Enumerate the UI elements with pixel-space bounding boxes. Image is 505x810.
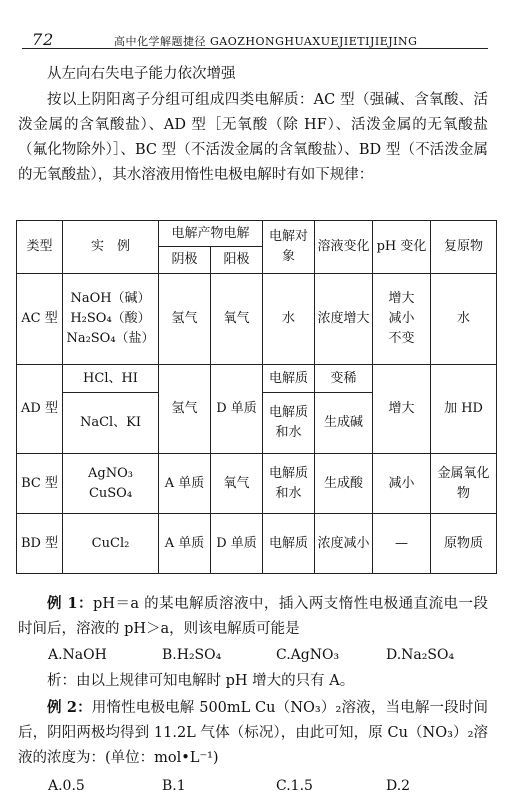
header-restore: 复原物 [431,221,497,274]
example-1-option-b: B.H₂SO₄ [162,647,222,663]
example-2-option-d: D.2 [386,778,411,794]
cell-restore: 原物质 [431,514,497,574]
header-anode: 阳极 [211,247,263,274]
cell-solution: 生成酸 [315,454,373,514]
ph-line: 不变 [388,331,415,346]
table-header-row [17,221,497,247]
example-line: CuSO₄ [88,485,133,501]
header-products: 电解产物电解 [159,221,263,247]
cell-type: BC 型 [17,454,63,514]
cell-type: AD 型 [17,365,63,454]
cell-example [63,274,159,365]
cell-target: 电解质和水 [263,393,315,454]
cell-cathode: A 单质 [159,514,211,574]
cell-restore: 水 [431,274,497,365]
cell-type: BD 型 [17,514,63,574]
example-2-option-b: B.1 [162,778,186,794]
header-cathode: 阴极 [159,247,211,274]
cell-solution: 生成碱 [315,393,373,454]
cell-example: NaCl、KI [63,393,159,454]
example-line: NaOH（碱） [70,291,151,306]
header-type: 类型 [17,221,63,274]
cell-example: HCl、HI [63,365,159,393]
table-row-ac [17,274,497,365]
example-2-text: 用惰性电极电解 500mL Cu（NO₃）₂溶液，当电解一段时间后，阴阳两极均得到 11.2L 气体（标况），由此可知，原 Cu（NO₃）₂溶液的浓度为：(单位：mol•L⁻¹) [18,700,488,766]
running-header [22,30,488,49]
cell-target: 水 [263,274,315,365]
cell-anode: D 单质 [211,365,263,454]
example-1-question [18,591,488,642]
example-line: AgNO₃ [88,465,133,481]
book-title: 高中化学解题捷径 GAOZHONGHUAXUEJIETIJIEJING [114,35,418,48]
cell-ph: 减小 [373,454,431,514]
cell-example [63,454,159,514]
cell-target: 电解质 [263,365,315,393]
table-row-bd [17,514,497,574]
cell-cathode: 氢气 [159,365,211,454]
example-line: Na₂SO₄（盐） [66,331,155,346]
header-solution-change: 溶液变化 [315,221,373,274]
cell-example: CuCl₂ [63,514,159,574]
page-number: 72 [32,30,55,49]
cell-target: 电解质 [263,514,315,574]
cell-restore: 加 HD [431,365,497,454]
cell-type: AC 型 [17,274,63,365]
example-2-label: 例 2： [47,699,92,716]
table-row-bc [17,454,497,514]
example-1-option-d: D.Na₂SO₄ [386,647,455,663]
cell-cathode: A 单质 [159,454,211,514]
cell-anode: 氧气 [211,454,263,514]
example-2-option-c: C.1.5 [276,778,313,794]
cell-restore: 金属氧化物 [431,454,497,514]
cell-ph [373,274,431,365]
cell-solution: 浓度减小 [315,514,373,574]
header-target: 电解对象 [263,221,315,274]
cell-anode: D 单质 [211,514,263,574]
example-1-option-c: C.AgNO₃ [276,647,340,663]
table-row-ad [17,365,497,393]
intro-paragraph: 按以上阴阳离子分组可组成四类电解质：AC 型（强碱、含氧酸、活泼金属的含氧酸盐）、AD 型［无氧酸（除 HF）、活泼金属的无氧酸盐（氟化物除外）］、BC 型（不活泼金属的含氧酸盐）、BD 型（不活泼金属的无氧酸盐），其水溶液用惰性电极电解时有如下规律： [18,92,488,183]
electrolysis-rules-table [16,220,497,574]
ph-line: 减小 [388,311,415,326]
cell-solution: 浓度增大 [315,274,373,365]
ph-line: 增大 [388,291,415,306]
cell-cathode: 氢气 [159,274,211,365]
example-1-label: 例 1： [47,595,94,612]
example-line: H₂SO₄（酸） [70,311,151,326]
cell-ph: 增大 [373,365,431,454]
intro-line: 从左向右失电子能力依次增强 [47,66,236,82]
example-1-text: pH＝a 的某电解质溶液中，插入两支惰性电极通直流电一段时间后，溶液的 pH＞a，则该电解质可能是 [18,596,488,637]
example-2-question [18,695,488,771]
example-2-option-a: A.0.5 [48,778,85,794]
cell-target: 电解质和水 [263,454,315,514]
cell-ph: — [373,514,431,574]
example-1-analysis: 析：由以上规律可知电解时 pH 增大的只有 A。 [47,673,355,689]
header-example: 实 例 [63,221,159,274]
cell-solution: 变稀 [315,365,373,393]
cell-anode: 氧气 [211,274,263,365]
example-1-option-a: A.NaOH [48,647,107,663]
header-ph-change: pH 变化 [373,221,431,274]
